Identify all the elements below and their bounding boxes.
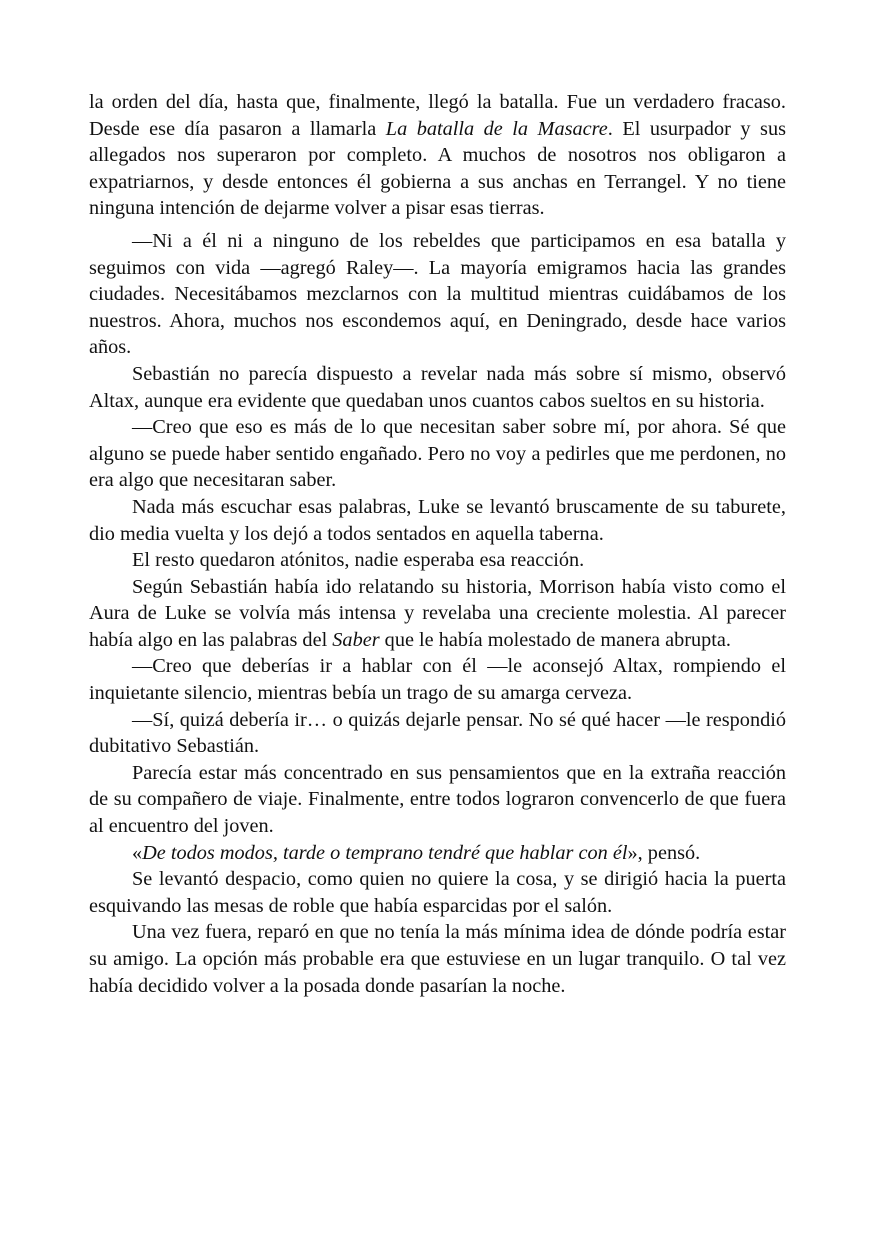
- text-run: Sebastián no parecía dispuesto a revelar nada más sobre sí mismo, observó Altax, aunque era evidente que quedaban unos cuantos cabos sueltos en su historia.: [89, 362, 786, 412]
- paragraph: [89, 574, 786, 654]
- text-run: Según Sebastián había ido relatando su historia, Morrison había visto como el Aura de Luke se volvía más intensa y revelaba una creciente molestia. Al parecer había algo en las palabras del: [89, 575, 786, 651]
- paragraph: [89, 494, 786, 547]
- text-run: Una vez fuera, reparó en que no tenía la más mínima idea de dónde podría estar su amigo. La opción más probable era que estuviese en un lugar tranquilo. O tal vez había decidido volver a la posada donde pasarían la noche.: [89, 921, 786, 997]
- paragraph: [89, 89, 786, 222]
- text-run: que le había molestado de manera abrupta.: [379, 628, 732, 651]
- paragraph: [89, 919, 786, 999]
- text-run: », pensó.: [627, 841, 701, 864]
- text-run: Parecía estar más concentrado en sus pensamientos que en la extraña reacción de su compañero de viaje. Finalmente, entre todos lograron convencerlo de que fuera al encuentro del joven.: [89, 761, 786, 838]
- text-run: —Creo que deberías ir a hablar con él —le aconsejó Altax, rompiendo el inquietante silencio, mientras bebía un trago de su amarga cerveza.: [89, 655, 786, 705]
- italic-text: De todos modos, tarde o temprano tendré que hablar con él: [142, 841, 628, 864]
- paragraph: [89, 547, 786, 574]
- paragraph: [89, 653, 786, 706]
- text-run: la orden del día, hasta que, finalmente, llegó la batalla. Fue un verdadero fracaso. Desde ese día pasaron a llamarla: [89, 91, 786, 140]
- paragraph: [89, 361, 786, 414]
- paragraph: [89, 840, 786, 867]
- page-body-text: [89, 89, 786, 999]
- paragraph: [89, 228, 786, 361]
- text-run: El resto quedaron atónitos, nadie esperaba esa reacción.: [132, 549, 585, 572]
- text-run: —Ni a él ni a ninguno de los rebeldes que participamos en esa batalla y seguimos con vida —agregó Raley—. La mayoría emigramos hacia las grandes ciudades. Necesitábamos mezclarnos con la multitud mientras cuidábamos de los nuestros. Ahora, muchos nos escondemos aquí, en Deningrado, desde hace varios años.: [89, 229, 786, 359]
- italic-text: Saber: [332, 628, 380, 651]
- paragraph: [89, 866, 786, 919]
- paragraph: [89, 707, 786, 760]
- text-run: —Creo que eso es más de lo que necesitan saber sobre mí, por ahora. Sé que alguno se puede haber sentido engañado. Pero no voy a pedirles que me perdonen, no era algo que necesitaran saber.: [89, 416, 786, 492]
- text-run: Se levantó despacio, como quien no quiere la cosa, y se dirigió hacia la puerta esquivando las mesas de roble que había esparcidas por el salón.: [89, 868, 786, 917]
- paragraph: [89, 760, 786, 840]
- text-run: Nada más escuchar esas palabras, Luke se levantó bruscamente de su taburete, dio media vuelta y los dejó a todos sentados en aquella taberna.: [89, 495, 786, 545]
- text-run: «: [132, 841, 143, 864]
- text-run: —Sí, quizá debería ir… o quizás dejarle pensar. No sé qué hacer —le respondió dubitativo Sebastián.: [89, 708, 786, 758]
- italic-text: La batalla de la Masacre: [385, 117, 608, 140]
- text-run: . El usurpador y sus allegados nos superaron por completo. A muchos de nosotros nos obligaron a expatriarnos, y desde entonces él gobierna a sus anchas en Terrangel. Y no tiene ninguna intención de dejarme volver a pisar esas tierras.: [89, 117, 786, 220]
- paragraph: [89, 414, 786, 494]
